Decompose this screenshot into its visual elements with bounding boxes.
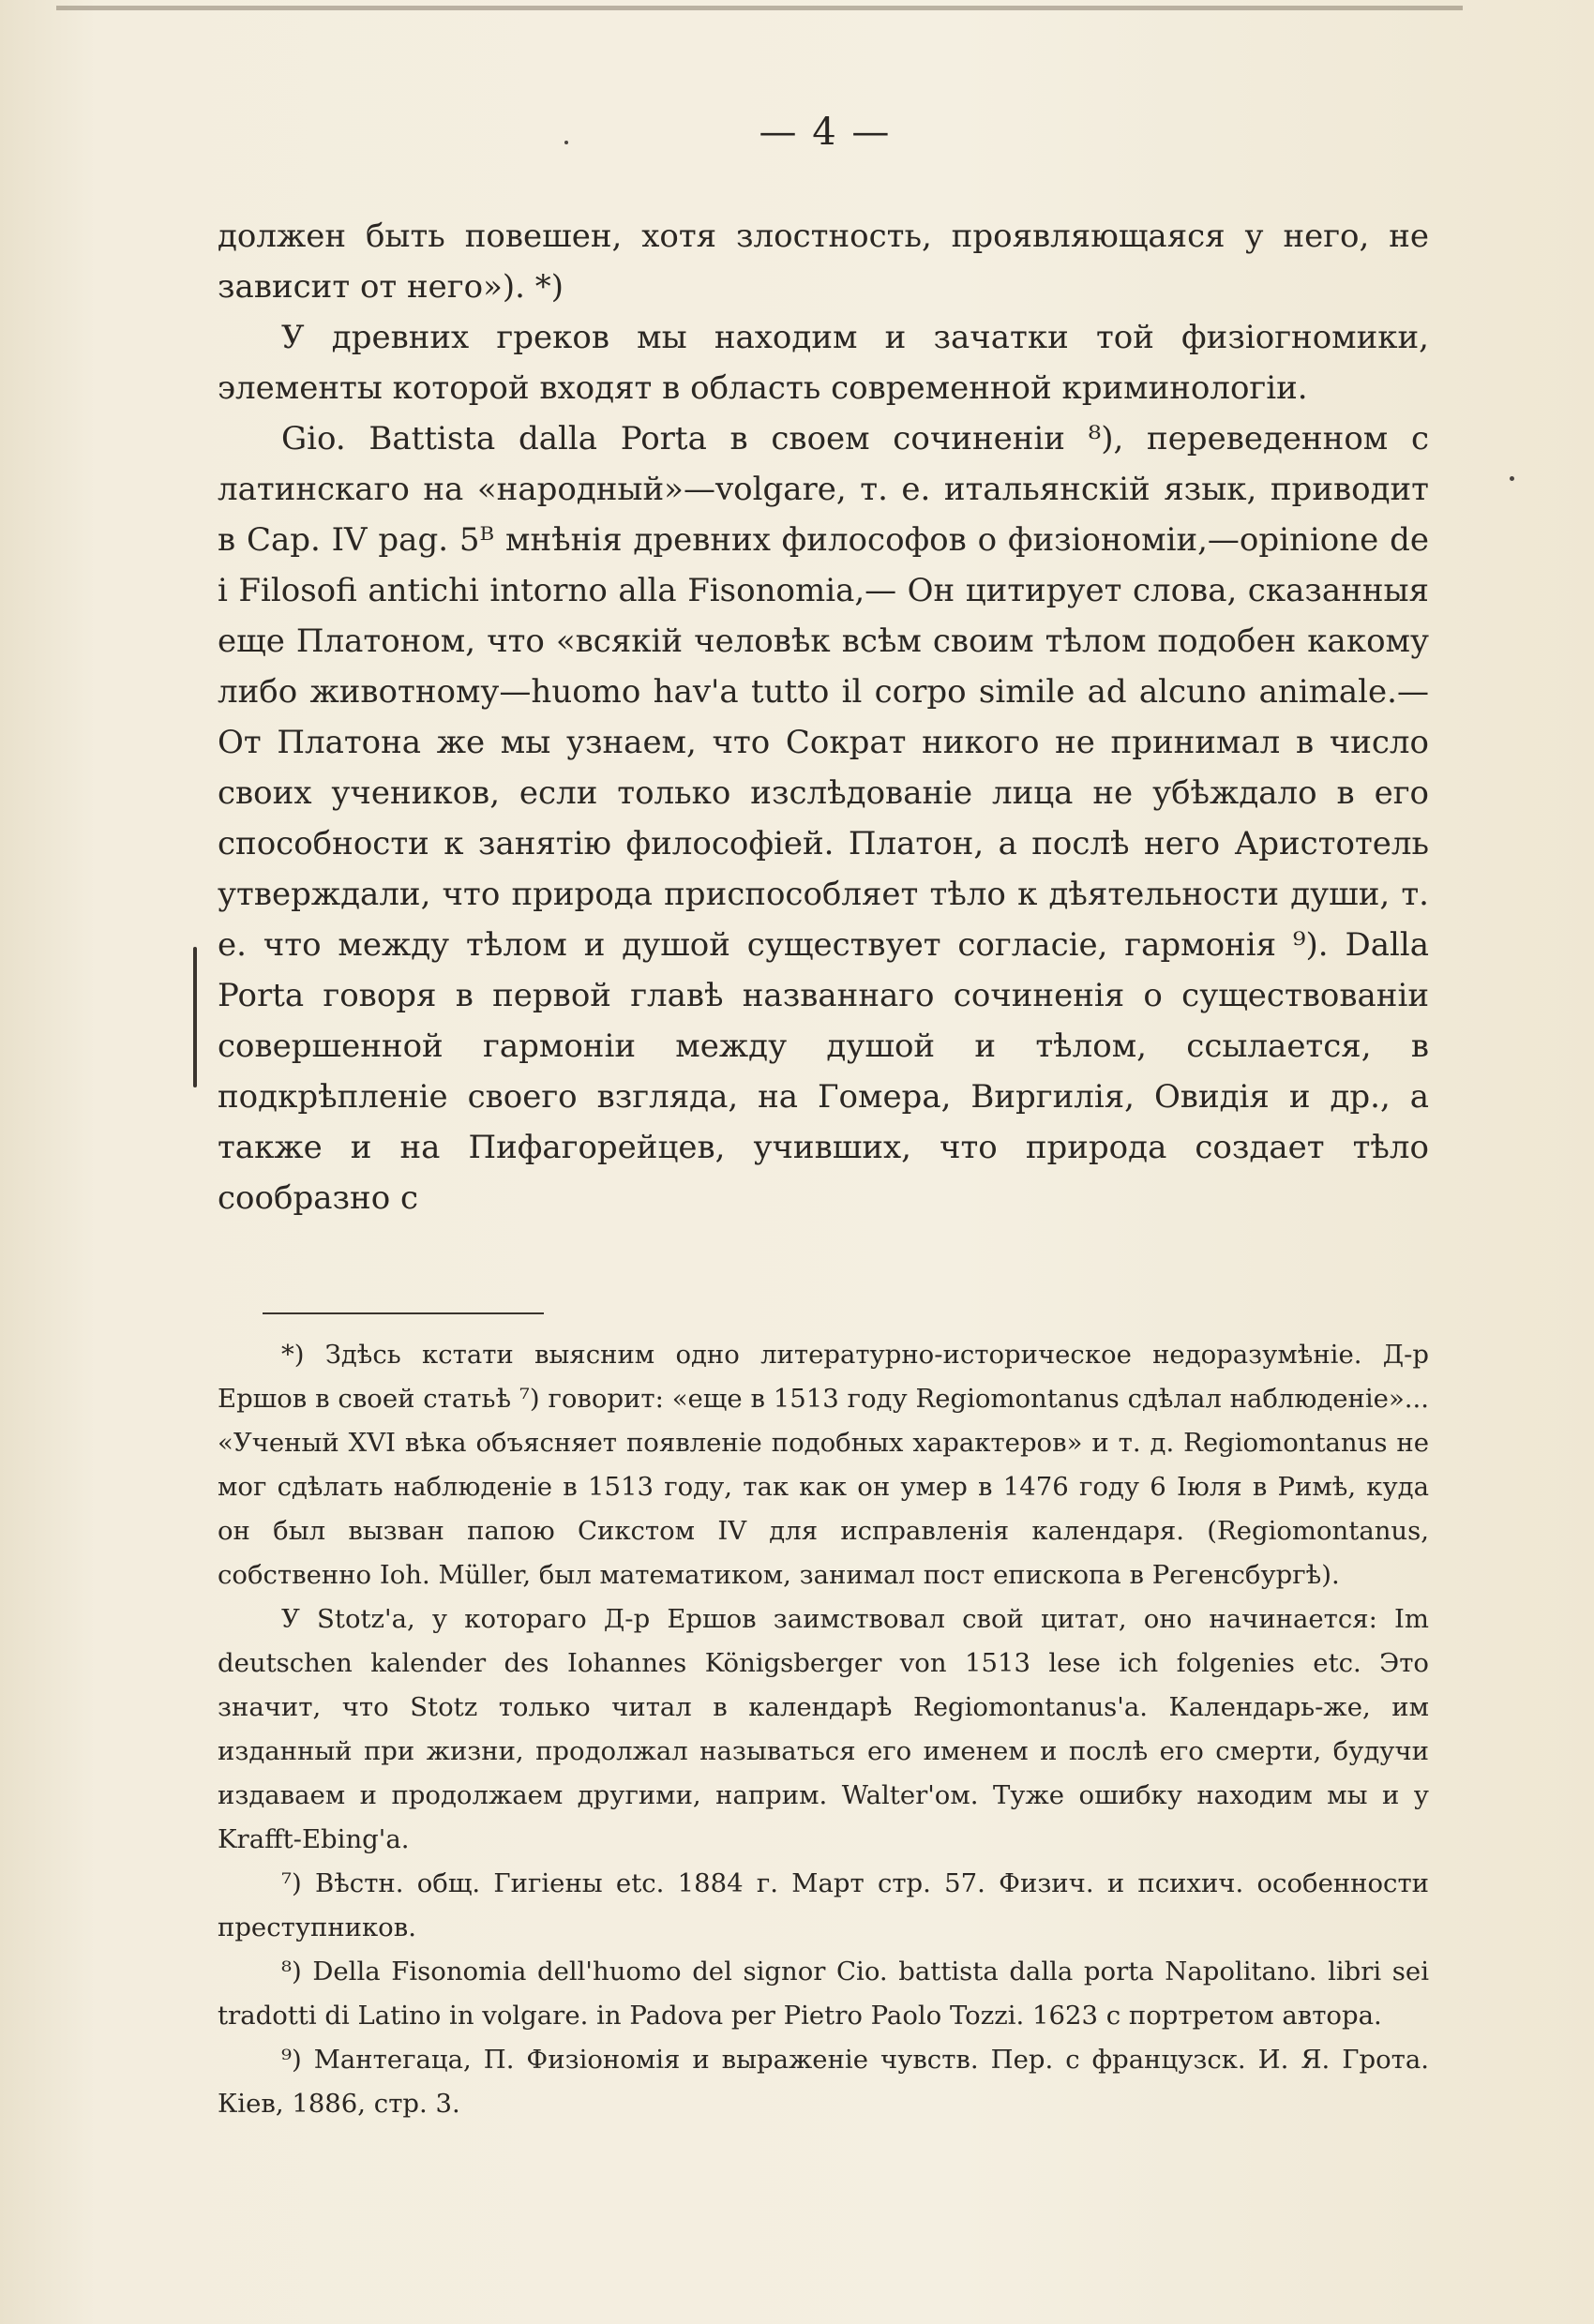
footnote-8: ⁸) Della Fisonomia dell'huomo del signor Cio. battista dalla porta Napolitano. libri sei tradotti di Latino in volgare. in Padova per Pietro Paolo Tozzi. 1623 с портретом автора. — [218, 1957, 1429, 2031]
footnote-star: *) Здѣсь кстати выясним одно литературно-историческое недоразумѣніе. Д-р Ершов в своей статьѣ ⁷) говорит: «еще в 1513 году Regiomontanus сдѣлал наблюденіе»... «Ученый XVI вѣка объясняет появленіе подобных характеров» и т. д. Regiomontanus не мог сдѣлать наблюденіе в 1513 году, так как он умер в 1476 году 6 Іюля в Римѣ, куда он был вызван папою Сикстом IV для исправленія календаря. (Regiomontanus, собственно Ioh. Müller, был математиком, занимал пост епископа в Регенсбургѣ). — [218, 1340, 1429, 1590]
footnote-rule — [263, 1312, 544, 1314]
main-text — [218, 211, 1429, 1223]
page-number: — 4 — — [759, 111, 892, 154]
paragraph-1: должен быть повешен, хотя злостность, проявляющаяся у него, не зависит от него»). *) — [218, 217, 1429, 306]
footnotes — [218, 1333, 1429, 2126]
paragraph-3: Gio. Battista dalla Porta в своем сочиненіи ⁸), переведенном с латинскаго на «народный»—volgare, т. е. итальянскій язык, приводит в Cap. IV pag. 5ᴮ мнѣнія древних философов о физіономіи,—opinione de i Filosofi antichi intorno alla Fisonomia,— Он цитирует слова, сказанныя еще Платоном, что «всякій человѣк всѣм своим тѣлом подобен какому либо животному—huomo hav'a tutto il corpo simile ad alcuno animale.—От Платона же мы узнаем, что Сократ никого не принимал в число своих учеников, если только изслѣдованіе лица не убѣждало в его способности к занятію философіей. Платон, а послѣ него Аристотель утверждали, что природа приспособляет тѣло к дѣятельности души, т. е. что между тѣлом и душой существует согласіе, гармонія ⁹). Dalla Porta говоря в первой главѣ названнаго сочиненія о существованіи совершенной гармоніи между душой и тѣлом, ссылается, в подкрѣпленіе своего взгляда, на Гомера, Виргилія, Овидія и др., а также и на Пифагорейцев, учивших, что природа создает тѣло сообразно с — [218, 420, 1429, 1217]
ink-speck — [564, 141, 568, 144]
margin-pencil-mark — [193, 947, 197, 1087]
page-top-edge — [56, 6, 1463, 10]
ink-speck — [1510, 476, 1514, 481]
footnote-9: ⁹) Мантегаца, П. Физіономія и выраженіе чувств. Пер. с французск. И. Я. Грота. Кіев, 1886, стр. 3. — [218, 2045, 1429, 2119]
footnote-star-continued: У Stotz'a, у котораго Д-р Ершов заимствовал свой цитат, оно начинается: Im deutschen kalender des Iohannes Königsberger von 1513 lese ich folgenies etc. Это значит, что Stotz только читал в календарѣ Regiomontanus'a. Календарь-же, им изданный при жизни, продолжал называться его именем и послѣ его смерти, будучи издаваем и продолжаем другими, наприм. Walter'ом. Туже ошибку находим мы и у Krafft-Ebing'a. — [218, 1604, 1429, 1854]
paragraph-2: У древних греков мы находим и зачатки той физіогномики, элементы которой входят в область современной криминологіи. — [218, 319, 1429, 407]
footnote-7: ⁷) Вѣстн. общ. Гигіены etc. 1884 г. Март стр. 57. Физич. и психич. особенности преступников. — [218, 1868, 1429, 1942]
